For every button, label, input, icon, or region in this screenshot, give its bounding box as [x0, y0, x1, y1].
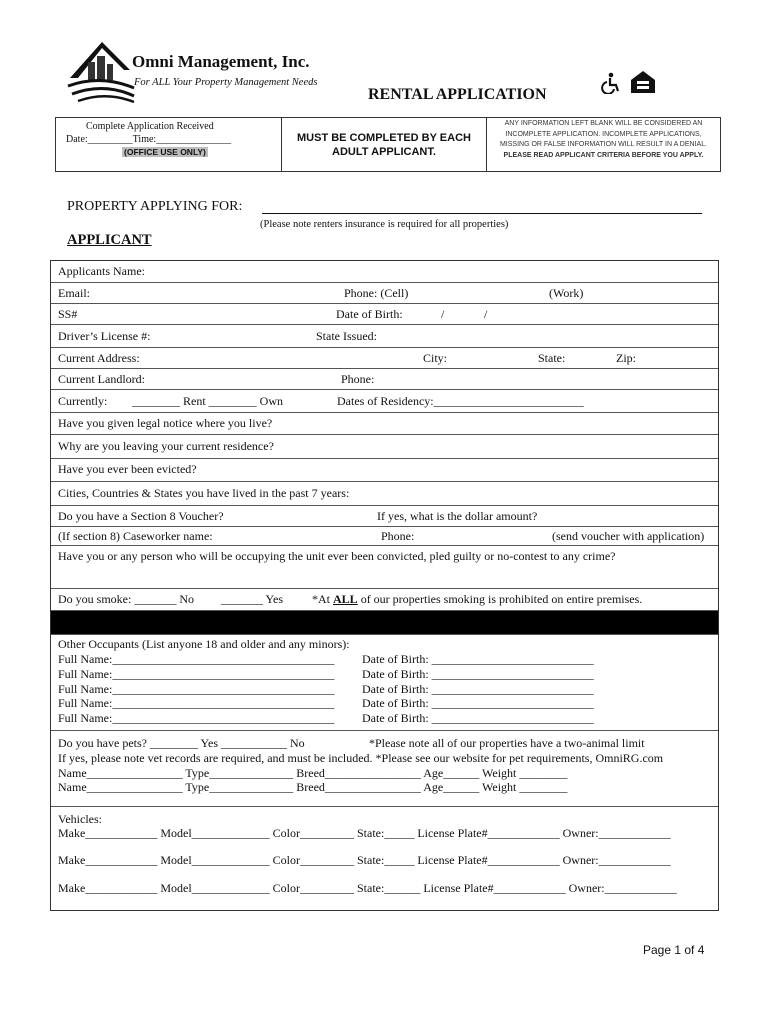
row-pets[interactable]	[51, 731, 718, 807]
label-leaving: Why are you leaving your current residence?	[58, 439, 274, 453]
occupant-dob-2[interactable]: Date of Birth: ___________________________	[362, 667, 594, 681]
label-state: State:	[538, 351, 566, 365]
label-address: Current Address:	[58, 351, 140, 365]
row-ssn[interactable]	[51, 304, 718, 325]
company-tagline: For ALL Your Property Management Needs	[134, 77, 318, 88]
row-caseworker[interactable]	[51, 527, 718, 546]
occupant-name-1[interactable]: Full Name:_____________________________________	[58, 652, 335, 666]
office-use-cell	[56, 118, 282, 171]
label-zip: Zip:	[616, 351, 636, 365]
row-occupants[interactable]	[51, 635, 718, 731]
vehicle-line-3[interactable]: Make____________ Model_____________ Color_________ State:______ License Plate#____________ Owner:____________	[58, 881, 677, 895]
label-occupants: Other Occupants (List anyone 18 and older and any minors):	[58, 637, 350, 651]
occupant-name-3[interactable]: Full Name:_____________________________________	[58, 682, 335, 696]
occupant-dob-5[interactable]: Date of Birth: ___________________________	[362, 711, 594, 725]
must-complete-cell	[282, 118, 487, 171]
label-vet-records: If yes, please note vet records are required, and must be included. *Please see our website for pet requirements, OmniRG.com	[58, 751, 664, 765]
property-label: PROPERTY APPLYING FOR:	[67, 199, 243, 214]
label-evicted: Have you ever been evicted?	[58, 462, 197, 476]
label-email: Email:	[58, 286, 90, 300]
label-work: (Work)	[549, 286, 584, 300]
received-label: Complete Application Received	[86, 121, 214, 132]
document-title: RENTAL APPLICATION	[368, 86, 547, 103]
label-license: Driver’s License #:	[58, 329, 151, 343]
label-vehicles: Vehicles:	[58, 812, 102, 826]
vehicle-line-1[interactable]: Make____________ Model_____________ Color_________ State:_____ License Plate#____________ Owner:____________	[58, 826, 671, 840]
company-logo	[66, 38, 136, 104]
occupant-name-5[interactable]: Full Name:_____________________________________	[58, 711, 335, 725]
company-name: Omni Management, Inc.	[132, 52, 310, 71]
accessibility-icon	[600, 72, 622, 98]
must-complete-text: MUST BE COMPLETED BY EACH ADULT APPLICANT.	[297, 131, 471, 158]
row-email[interactable]	[51, 283, 718, 304]
applicant-heading: APPLICANT	[67, 232, 152, 248]
label-smoke-yes: _______ Yes	[221, 592, 284, 606]
equal-housing-icon	[630, 70, 656, 98]
page-number: Page 1 of 4	[643, 943, 705, 957]
row-leaving[interactable]	[51, 435, 718, 459]
label-section8: Do you have a Section 8 Voucher?	[58, 509, 224, 523]
dob-slash-1: /	[441, 307, 445, 321]
occupant-name-2[interactable]: Full Name:_____________________________________	[58, 667, 335, 681]
row-evicted[interactable]	[51, 459, 718, 482]
row-name[interactable]	[51, 261, 718, 283]
office-use-label: (OFFICE USE ONLY)	[124, 147, 206, 157]
notice-text: ANY INFORMATION LEFT BLANK WILL BE CONSIDERED AN INCOMPLETE APPLICATION. INCOMPLETE APPLICATIONS, MISSING OR FALSE INFORMATION WILL RESULT IN A DENIAL.	[499, 120, 708, 148]
smoke-policy-pre: *At	[312, 592, 330, 606]
label-legal-notice: Have you given legal notice where you live?	[58, 416, 273, 430]
occupant-name-4[interactable]: Full Name:_____________________________________	[58, 696, 335, 710]
occupant-dob-4[interactable]: Date of Birth: ___________________________	[362, 696, 594, 710]
applicant-form	[50, 260, 719, 911]
row-landlord[interactable]	[51, 369, 718, 390]
label-pets: Do you have pets? ________ Yes ___________ No	[58, 736, 305, 750]
residency-field[interactable]: Dates of Residency:_________________________	[337, 394, 584, 408]
notice-bold-text: PLEASE READ APPLICANT CRITERIA BEFORE YOU APPLY.	[503, 151, 704, 159]
smoke-policy-all: ALL	[333, 592, 358, 606]
label-smoke: Do you smoke: _______ No	[58, 592, 194, 606]
smoke-policy	[312, 592, 642, 607]
label-landlord: Current Landlord:	[58, 372, 145, 386]
occupant-dob-3[interactable]: Date of Birth: ___________________________	[362, 682, 594, 696]
smoke-policy-post: of our properties smoking is prohibited on entire premises.	[360, 592, 643, 606]
row-smoke[interactable]	[51, 589, 718, 611]
dob-slash-2: /	[484, 307, 488, 321]
notice-cell	[487, 118, 720, 171]
label-phone-cell: Phone: (Cell)	[344, 286, 409, 300]
date-time-field[interactable]: Date:_________Time:_______________	[66, 134, 232, 145]
row-cities[interactable]	[51, 482, 718, 506]
occupant-dob-1[interactable]: Date of Birth: ___________________________	[362, 652, 594, 666]
row-vehicles[interactable]	[51, 807, 718, 912]
row-legal-notice[interactable]	[51, 413, 718, 435]
insurance-note: (Please note renters insurance is required for all properties)	[260, 219, 509, 230]
row-convicted[interactable]	[51, 546, 718, 589]
label-applicant-name: Applicants Name:	[58, 264, 145, 278]
label-ssn: SS#	[58, 307, 78, 321]
row-license[interactable]	[51, 325, 718, 348]
vehicle-line-2[interactable]: Make____________ Model_____________ Color_________ State:_____ License Plate#____________ Owner:____________	[58, 853, 671, 867]
section-divider-bar	[51, 611, 718, 635]
pet-line-2[interactable]: Name________________ Type______________ Breed________________ Age______ Weight ________	[58, 780, 568, 794]
label-city: City:	[423, 351, 448, 365]
row-currently[interactable]	[51, 390, 718, 413]
row-address[interactable]	[51, 348, 718, 369]
label-send-voucher: (send voucher with application)	[552, 529, 705, 543]
rent-own-field[interactable]: ________ Rent ________ Own	[132, 394, 283, 408]
property-input-line[interactable]	[262, 213, 702, 214]
label-section8-amount: If yes, what is the dollar amount?	[377, 509, 538, 523]
label-caseworker-phone: Phone:	[381, 529, 415, 543]
label-pet-limit: *Please note all of our properties have a two-animal limit	[369, 736, 645, 750]
row-section8[interactable]	[51, 506, 718, 527]
pet-line-1[interactable]: Name________________ Type______________ Breed________________ Age______ Weight ________	[58, 766, 568, 780]
label-convicted: Have you or any person who will be occupying the unit ever been convicted, pled guilty or no-contest to any crime?	[58, 549, 616, 563]
label-dob: Date of Birth:	[336, 307, 403, 321]
label-cities: Cities, Countries & States you have lived in the past 7 years:	[58, 486, 350, 500]
label-landlord-phone: Phone:	[341, 372, 375, 386]
header-box	[55, 117, 721, 172]
label-currently: Currently:	[58, 394, 108, 408]
label-caseworker: (If section 8) Caseworker name:	[58, 529, 213, 543]
label-state-issued: State Issued:	[316, 329, 377, 343]
